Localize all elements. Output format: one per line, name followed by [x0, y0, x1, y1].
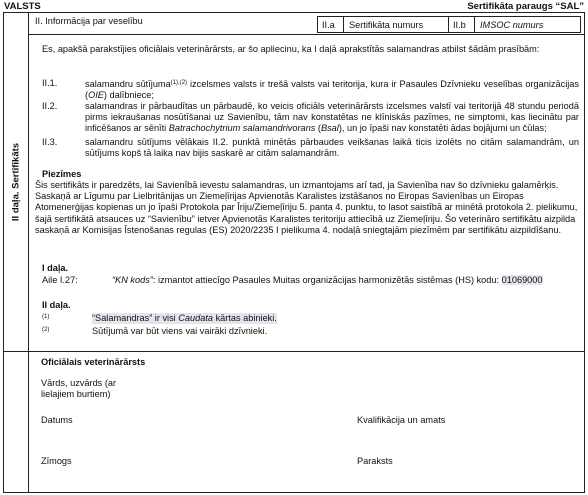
- notes-text: Šis sertifikāts ir paredzēts, lai Savienībā ievestu salamandras, un izmantojams arī tad, ja Savienība nav šo dzīvnieku galamērķis. Saskaņā ar Līgumu par Lielbritānijas un Ziemeļīrijas Apvienotās Karalistes izstāšanos no Eiropas Savienības un Eiropas Atomenerģijas kopienas un jo īpaši Protokola par Īriju/Ziemeļīriju 5. panta 4. punktu, to lasot saistībā ar minētā protokola 2. pielikumu, šajā sertifikātā atsauces uz “Savienību” ietver Apvienotās Karalistes teritoriju attiecībā uz Ziemeļīriju. Šo veterināro sertifikātu aizpilda saskaņā ar Komisijas Īstenošanas regulas (ES) 2020/2235 I pielikuma 4. nodaļā sniegtajām piezīmēm par sertifikātu aizpildīšanu.: [35, 180, 578, 235]
- part2-title: II daļa.: [42, 300, 71, 310]
- side-column-lower: [4, 351, 29, 492]
- side-column: [4, 13, 29, 351]
- certificate-frame: [3, 12, 585, 493]
- country-header: VALSTS: [4, 1, 41, 12]
- box-a-label: Sertifikāta numurs: [349, 20, 424, 30]
- signature-label: Paraksts: [357, 456, 393, 466]
- point-text: salamandras ir pārbaudītas un pārbaudē, ko veicis oficiāls veterinārārsts izcelsmes valstī vai teritorijā 48 stundu periodā pirms iekraušanas nosūtīšanai uz Savienību, tām nav konstatētas ne klīniskās pazīmes, ne simptomi, kas liecinātu par inficēšanos ar sēnīti Batrachochytrium salamandrivorans (Bsal), un jo īpaši nav konstatēti ādas bojājumi un čūlas;: [85, 101, 579, 134]
- part1-box: Aile I.27:: [42, 275, 78, 285]
- imsoc-number-box: [449, 16, 581, 33]
- point-ii1: [29, 78, 584, 101]
- date-label: Datums: [41, 415, 73, 425]
- health-section: II. Informācija par veselību II.a Sertifikāta numurs II.b IMSOC numurs Es, apakšā parakstījies oficiālais veterinārārsts, ar šo apliecinu, ka I daļā aprakstītās salamandras atbilst šādām prasībām: II.1. salamandru sūtījuma$^{(1),(2)}$ izcelsmes valsts ir trešā valsts vai teritorija, kura ir Pasaules Dzīvnieku veselības organizācijas (OIE) dalībniece; II.2. salamandras ir pārbaudītas un pārbaudē, ko veicis oficiāls veterinārārsts izcelsmes valstī vai teritorijā 48 stundu periodā pirms iekraušanas nosūtīšanai uz Savienību, tām nav konstatētas ne klīniskās pazīmes, ne simptomi, kas liecinātu par inficēšanos ar sēnīti Batrachochytrium salamandrivorans (Bsal), un jo īpaši nav konstatēti ādas bojājumi un čūlas; II.3. salamandru sūtījums vēlākais II.2. punktā minētās pārbaudes veikšanas laikā ticis izolēts no citām salamandrām, un sūtījums kopš tā laika nav bijis saskarē ar citām salamandrām. Piezīmes Šis sertifikāts ir paredzēts, lai Savienībā ievestu salamandras, un izmantojams arī tad, ja Savienība nav šo dzīvnieku galamērķis. Saskaņā ar Līgumu par Lielbritānijas un Ziemeļīrijas Apvienotās Karalistes izstāšanos no Eiropas Savienības un Eiropas Atomenerģijas kopienas un jo īpaši Protokola par Īriju/Ziemeļīriju 5. panta 4. punktu, to lasot saistībā ar minētā protokola 2. pielikumu, šajā sertifikātā atsauces uz “Savienību” ietver Apvienotās Karalistes teritoriju attiecībā uz Ziemeļīriju. Šo veterināro sertifikātu aizpilda saskaņā ar Komisijas Īstenošanas regulas (ES) 2020/2235 I pielikuma 4. nodaļā sniegtajām piezīmēm par sertifikātu aizpildīšanu. I daļa. Aile I.27: “KN kods”: izmantot attiecīgo Pasaules Muitas organizācijas harmonizētās sistēmas (HS) kodu: 01069000 II daļa. (1) “Salamandras” ir visi Caudata kārtas abinieki. (2) Sūtījumā var būt viens vai vairāki dzīvnieki.: [29, 13, 584, 351]
- point-ii3: [29, 137, 584, 161]
- officer-title: Oficiālais veterinārārsts: [41, 357, 146, 367]
- name-label: Vārds, uzvārds (ar lielajiem burtiem): [41, 378, 117, 400]
- point-number: II.1.: [42, 78, 58, 88]
- stamp-label: Zīmogs: [41, 456, 72, 466]
- point-text: salamandru sūtījums vēlākais II.2. punktā minētās pārbaudes veikšanas laikā ticis izolēts no citām salamandrām, un sūtījums kopš tā laika nav bijis saskarē ar citām salamandrām.: [85, 137, 579, 159]
- intro-statement: Es, apakšā parakstījies oficiālais veterinārārsts, ar šo apliecinu, ka I daļā aprakstītās salamandras atbilst šādām prasībām:: [42, 44, 540, 54]
- part1-cn-code-text: “KN kods”: izmantot attiecīgo Pasaules Muitas organizācijas harmonizētās sistēmas (HS) kodu: 01069000: [112, 275, 543, 285]
- part-label: II daļa. Sertifikāts: [10, 142, 22, 222]
- box-b-separator: [474, 17, 475, 32]
- section-title: II. Informācija par veselību: [35, 16, 143, 26]
- point-number: II.3.: [42, 137, 58, 147]
- hs-code: 01069000: [501, 275, 543, 285]
- point-text: salamandru sūtījuma$^{(1),(2)}$ izcelsmes valsts ir trešā valsts vai teritorija, kura ir Pasaules Dzīvnieku veselības organizācijas (OIE) dalībniece;: [85, 79, 579, 101]
- section-title-row: [29, 13, 584, 35]
- notes-title: Piezīmes: [42, 169, 82, 179]
- box-b-label: IMSOC numurs: [480, 20, 544, 30]
- qualification-label: Kvalifikācija un amats: [357, 415, 446, 425]
- certificate-number-box: [317, 16, 449, 33]
- point-number: II.2.: [42, 101, 58, 111]
- part1-title: I daļa.: [42, 263, 69, 273]
- certificate-model-header: Sertifikāta paraugs “SAL”: [467, 1, 584, 12]
- part1-line: [42, 275, 582, 286]
- box-a-code: II.a: [322, 20, 335, 30]
- box-b-code: II.b: [453, 20, 466, 30]
- official-veterinarian-section: [29, 351, 584, 492]
- box-a-separator: [343, 17, 344, 32]
